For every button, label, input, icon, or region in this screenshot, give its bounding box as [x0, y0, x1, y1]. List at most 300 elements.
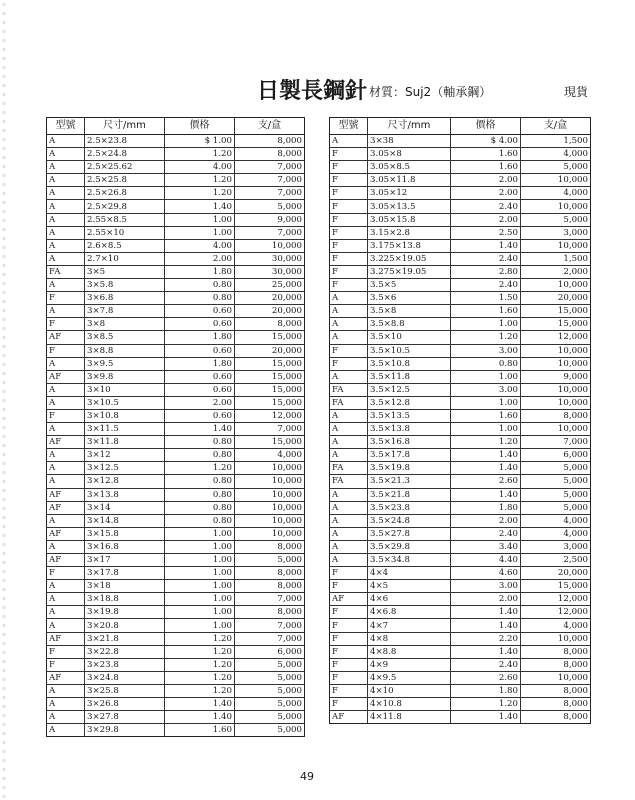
size-cell: 3.05×8.5	[368, 161, 451, 174]
qty-cell: 10,000	[521, 200, 591, 213]
table-row	[330, 606, 591, 619]
model-cell: F	[330, 632, 368, 645]
size-cell: 4×5	[368, 580, 451, 593]
table-row	[47, 724, 305, 737]
model-cell: FA	[330, 462, 368, 475]
header-model: 型號	[47, 118, 85, 135]
header-price: 價格	[451, 118, 521, 135]
model-cell: F	[330, 606, 368, 619]
qty-cell: 4,000	[521, 527, 591, 540]
table-row	[47, 344, 305, 357]
size-cell: 3×17.8	[85, 567, 165, 580]
size-cell: 3×15.8	[85, 527, 165, 540]
model-cell: A	[47, 462, 85, 475]
table-row	[47, 148, 305, 161]
model-cell: A	[47, 239, 85, 252]
table-row	[47, 187, 305, 200]
price-cell: 1.40	[165, 423, 235, 436]
price-cell: 0.60	[165, 383, 235, 396]
table-row	[47, 593, 305, 606]
size-cell: 3×9.5	[85, 357, 165, 370]
model-cell: A	[47, 279, 85, 292]
qty-cell: 30,000	[235, 252, 305, 265]
model-cell: AF	[47, 331, 85, 344]
model-cell: F	[330, 619, 368, 632]
table-row	[47, 265, 305, 278]
price-cell: 3.00	[451, 383, 521, 396]
qty-cell: 10,000	[521, 671, 591, 684]
price-cell: 2.40	[451, 527, 521, 540]
qty-cell: 5,000	[235, 684, 305, 697]
price-cell: 2.80	[451, 265, 521, 278]
qty-cell: 9,000	[235, 213, 305, 226]
table-row	[330, 174, 591, 187]
qty-cell: 15,000	[521, 305, 591, 318]
table-row	[47, 606, 305, 619]
qty-cell: 10,000	[235, 462, 305, 475]
table-row	[47, 292, 305, 305]
header-qty: 支/盒	[521, 118, 591, 135]
qty-cell: 8,000	[235, 540, 305, 553]
size-cell: 3.5×6	[368, 292, 451, 305]
table-row	[47, 436, 305, 449]
price-cell: 1.00	[165, 540, 235, 553]
qty-cell: 8,000	[235, 148, 305, 161]
size-cell: 3.5×17.8	[368, 449, 451, 462]
qty-cell: 5,000	[521, 161, 591, 174]
size-cell: 3×26.8	[85, 698, 165, 711]
model-cell: A	[330, 436, 368, 449]
qty-cell: 6,000	[235, 645, 305, 658]
table-row	[330, 423, 591, 436]
model-cell: F	[47, 645, 85, 658]
size-cell: 3×19.8	[85, 606, 165, 619]
qty-cell: 10,000	[521, 239, 591, 252]
size-cell: 3×14.8	[85, 514, 165, 527]
table-row	[330, 357, 591, 370]
qty-cell: 15,000	[235, 383, 305, 396]
model-cell: AF	[47, 488, 85, 501]
page-header	[257, 74, 627, 104]
size-cell: 3.5×16.8	[368, 436, 451, 449]
size-cell: 3.05×13.5	[368, 200, 451, 213]
model-cell: A	[330, 331, 368, 344]
qty-cell: 8,000	[521, 684, 591, 697]
price-cell: 1.20	[165, 632, 235, 645]
qty-cell: 5,000	[521, 475, 591, 488]
table-row	[330, 632, 591, 645]
qty-cell: 10,000	[521, 344, 591, 357]
qty-cell: 10,000	[235, 514, 305, 527]
price-cell: 1.80	[165, 265, 235, 278]
price-cell: $ 1.00	[165, 135, 235, 148]
qty-cell: 15,000	[235, 370, 305, 383]
price-table-left	[46, 117, 305, 737]
table-row	[330, 148, 591, 161]
model-cell: F	[47, 567, 85, 580]
model-cell: A	[47, 187, 85, 200]
qty-cell: 1,500	[521, 135, 591, 148]
table-row	[330, 645, 591, 658]
size-cell: 3.05×11.8	[368, 174, 451, 187]
model-cell: F	[330, 698, 368, 711]
qty-cell: 7,000	[235, 174, 305, 187]
size-cell: 3.5×23.8	[368, 501, 451, 514]
qty-cell: 20,000	[521, 567, 591, 580]
model-cell: A	[47, 580, 85, 593]
table-row	[47, 370, 305, 383]
size-cell: 3×18	[85, 580, 165, 593]
model-cell: F	[47, 658, 85, 671]
price-cell: 2.00	[165, 396, 235, 409]
table-row	[330, 658, 591, 671]
table-row	[330, 711, 591, 724]
qty-cell: 8,000	[521, 711, 591, 724]
header-size: 尺寸/mm	[368, 118, 451, 135]
model-cell: FA	[330, 383, 368, 396]
price-cell: $ 4.00	[451, 135, 521, 148]
price-cell: 2.00	[451, 514, 521, 527]
price-cell: 1.00	[165, 213, 235, 226]
table-row	[47, 305, 305, 318]
size-cell: 3×10	[85, 383, 165, 396]
price-cell: 0.60	[165, 344, 235, 357]
price-cell: 3.00	[451, 580, 521, 593]
table-row	[47, 554, 305, 567]
size-cell: 3×38	[368, 135, 451, 148]
table-row	[47, 396, 305, 409]
price-cell: 1.00	[165, 226, 235, 239]
table-row	[330, 265, 591, 278]
qty-cell: 12,000	[521, 593, 591, 606]
price-cell: 1.60	[451, 305, 521, 318]
size-cell: 4×7	[368, 619, 451, 632]
size-cell: 2.7×10	[85, 252, 165, 265]
table-row	[330, 619, 591, 632]
model-cell: F	[330, 658, 368, 671]
header-price: 價格	[165, 118, 235, 135]
qty-cell: 12,000	[235, 409, 305, 422]
table-row	[47, 331, 305, 344]
price-cell: 1.40	[451, 619, 521, 632]
model-cell: A	[330, 554, 368, 567]
size-cell: 3×8.5	[85, 331, 165, 344]
model-cell: F	[330, 357, 368, 370]
price-cell: 1.60	[451, 148, 521, 161]
table-row	[47, 671, 305, 684]
price-cell: 1.20	[165, 645, 235, 658]
model-cell: F	[330, 279, 368, 292]
size-cell: 2.5×25.62	[85, 161, 165, 174]
size-cell: 3.15×2.8	[368, 226, 451, 239]
model-cell: A	[47, 475, 85, 488]
price-cell: 1.50	[451, 292, 521, 305]
price-cell: 0.80	[165, 279, 235, 292]
price-cell: 0.60	[165, 409, 235, 422]
model-cell: F	[330, 265, 368, 278]
size-cell: 3×21.8	[85, 632, 165, 645]
table-row	[330, 462, 591, 475]
qty-cell: 8,000	[521, 409, 591, 422]
model-cell: A	[47, 449, 85, 462]
price-cell: 1.00	[451, 370, 521, 383]
table-row	[47, 409, 305, 422]
size-cell: 3.5×5	[368, 279, 451, 292]
size-cell: 3×5	[85, 265, 165, 278]
qty-cell: 5,000	[235, 671, 305, 684]
model-cell: A	[330, 449, 368, 462]
size-cell: 3.5×29.8	[368, 540, 451, 553]
qty-cell: 20,000	[235, 344, 305, 357]
model-cell: F	[47, 292, 85, 305]
price-cell: 1.20	[165, 187, 235, 200]
size-cell: 2.55×8.5	[85, 213, 165, 226]
qty-cell: 15,000	[235, 357, 305, 370]
model-cell: AF	[330, 593, 368, 606]
price-cell: 1.40	[451, 606, 521, 619]
table-row	[330, 279, 591, 292]
table-row	[47, 540, 305, 553]
table-header-row	[47, 118, 305, 135]
model-cell: A	[47, 305, 85, 318]
table-row	[47, 527, 305, 540]
size-cell: 3×12	[85, 449, 165, 462]
model-cell: F	[47, 318, 85, 331]
table-row	[47, 488, 305, 501]
table-row	[330, 239, 591, 252]
table-row	[47, 632, 305, 645]
price-cell: 1.20	[165, 174, 235, 187]
size-cell: 2.55×10	[85, 226, 165, 239]
size-cell: 2.6×8.5	[85, 239, 165, 252]
size-cell: 3×6.8	[85, 292, 165, 305]
price-cell: 1.00	[451, 423, 521, 436]
table-row	[330, 383, 591, 396]
size-cell: 3×23.8	[85, 658, 165, 671]
header-size: 尺寸/mm	[85, 118, 165, 135]
table-row	[330, 213, 591, 226]
price-cell: 1.40	[451, 645, 521, 658]
size-cell: 3.5×8	[368, 305, 451, 318]
qty-cell: 5,000	[521, 462, 591, 475]
table-row	[47, 475, 305, 488]
qty-cell: 8,000	[521, 645, 591, 658]
model-cell: F	[330, 213, 368, 226]
qty-cell: 6,000	[521, 449, 591, 462]
table-row	[330, 292, 591, 305]
price-cell: 1.00	[165, 527, 235, 540]
model-cell: AF	[47, 436, 85, 449]
qty-cell: 8,000	[235, 318, 305, 331]
price-cell: 1.80	[165, 357, 235, 370]
size-cell: 3×5.8	[85, 279, 165, 292]
table-row	[47, 567, 305, 580]
price-cell: 0.60	[165, 370, 235, 383]
model-cell: F	[330, 671, 368, 684]
model-cell: A	[47, 357, 85, 370]
table-row	[330, 161, 591, 174]
size-cell: 3×8	[85, 318, 165, 331]
qty-cell: 10,000	[521, 174, 591, 187]
qty-cell: 10,000	[235, 488, 305, 501]
size-cell: 3×10.5	[85, 396, 165, 409]
qty-cell: 4,000	[521, 619, 591, 632]
model-cell: F	[47, 409, 85, 422]
model-cell: F	[330, 174, 368, 187]
table-row	[47, 619, 305, 632]
size-cell: 4×8.8	[368, 645, 451, 658]
model-cell: A	[330, 488, 368, 501]
qty-cell: 8,000	[235, 606, 305, 619]
qty-cell: 5,000	[235, 698, 305, 711]
price-cell: 1.80	[165, 331, 235, 344]
qty-cell: 9,000	[521, 370, 591, 383]
size-cell: 3.5×27.8	[368, 527, 451, 540]
size-cell: 3×18.8	[85, 593, 165, 606]
model-cell: FA	[330, 396, 368, 409]
qty-cell: 7,000	[235, 161, 305, 174]
table-row	[330, 488, 591, 501]
price-cell: 1.40	[451, 488, 521, 501]
price-cell: 0.80	[451, 357, 521, 370]
qty-cell: 15,000	[521, 318, 591, 331]
qty-cell: 15,000	[235, 436, 305, 449]
size-cell: 3.5×13.8	[368, 423, 451, 436]
table-row	[47, 252, 305, 265]
price-cell: 1.00	[451, 396, 521, 409]
price-cell: 1.20	[451, 436, 521, 449]
size-cell: 3.5×10.5	[368, 344, 451, 357]
price-cell: 1.00	[451, 318, 521, 331]
size-cell: 3.5×24.8	[368, 514, 451, 527]
stock-status: 現貨	[564, 85, 589, 99]
qty-cell: 10,000	[235, 501, 305, 514]
table-row	[330, 449, 591, 462]
size-cell: 3.5×34.8	[368, 554, 451, 567]
size-cell: 3×12.5	[85, 462, 165, 475]
size-cell: 3×12.8	[85, 475, 165, 488]
size-cell: 3.275×19.05	[368, 265, 451, 278]
price-cell: 4.00	[165, 239, 235, 252]
model-cell: F	[330, 252, 368, 265]
model-cell: F	[330, 161, 368, 174]
table-row	[330, 409, 591, 422]
price-cell: 0.80	[165, 488, 235, 501]
qty-cell: 10,000	[521, 383, 591, 396]
model-cell: FA	[47, 265, 85, 278]
qty-cell: 2,500	[521, 554, 591, 567]
table-row	[47, 161, 305, 174]
size-cell: 3×11.8	[85, 436, 165, 449]
model-cell: A	[330, 423, 368, 436]
size-cell: 3.05×12	[368, 187, 451, 200]
qty-cell: 20,000	[521, 292, 591, 305]
model-cell: A	[330, 292, 368, 305]
size-cell: 2.5×23.8	[85, 135, 165, 148]
price-cell: 1.00	[165, 580, 235, 593]
size-cell: 3×22.8	[85, 645, 165, 658]
table-row	[330, 698, 591, 711]
model-cell: A	[47, 423, 85, 436]
table-row	[47, 200, 305, 213]
model-cell: A	[47, 606, 85, 619]
qty-cell: 10,000	[235, 475, 305, 488]
size-cell: 4×9	[368, 658, 451, 671]
size-cell: 3×7.8	[85, 305, 165, 318]
table-row	[330, 580, 591, 593]
qty-cell: 10,000	[521, 279, 591, 292]
model-cell: A	[330, 501, 368, 514]
qty-cell: 8,000	[235, 580, 305, 593]
price-cell: 3.40	[451, 540, 521, 553]
size-cell: 3.5×21.8	[368, 488, 451, 501]
model-cell: A	[47, 540, 85, 553]
model-cell: A	[47, 213, 85, 226]
table-row	[47, 580, 305, 593]
table-row	[47, 279, 305, 292]
price-cell: 2.00	[451, 213, 521, 226]
table-row	[47, 383, 305, 396]
price-cell: 2.00	[451, 593, 521, 606]
model-cell: AF	[47, 671, 85, 684]
qty-cell: 4,000	[521, 187, 591, 200]
table-row	[330, 514, 591, 527]
size-cell: 3×13.8	[85, 488, 165, 501]
qty-cell: 3,000	[521, 540, 591, 553]
size-cell: 4×11.8	[368, 711, 451, 724]
table-row	[330, 671, 591, 684]
qty-cell: 7,000	[235, 593, 305, 606]
table-header-row	[330, 118, 591, 135]
size-cell: 3.5×11.8	[368, 370, 451, 383]
table-row	[330, 475, 591, 488]
qty-cell: 30,000	[235, 265, 305, 278]
qty-cell: 8,000	[521, 698, 591, 711]
model-cell: F	[330, 200, 368, 213]
qty-cell: 25,000	[235, 279, 305, 292]
model-cell: F	[330, 187, 368, 200]
table-row	[330, 305, 591, 318]
size-cell: 3.5×10.8	[368, 357, 451, 370]
table-row	[47, 514, 305, 527]
table-row	[330, 593, 591, 606]
model-cell: F	[47, 344, 85, 357]
qty-cell: 15,000	[521, 580, 591, 593]
qty-cell: 5,000	[235, 200, 305, 213]
price-cell: 1.40	[165, 698, 235, 711]
table-row	[330, 436, 591, 449]
size-cell: 3×17	[85, 554, 165, 567]
qty-cell: 7,000	[235, 187, 305, 200]
size-cell: 3×24.8	[85, 671, 165, 684]
qty-cell: 10,000	[521, 357, 591, 370]
size-cell: 3.5×21.3	[368, 475, 451, 488]
size-cell: 2.5×25.8	[85, 174, 165, 187]
size-cell: 3.225×19.05	[368, 252, 451, 265]
price-cell: 2.60	[451, 671, 521, 684]
table-row	[47, 213, 305, 226]
size-cell: 3×11.5	[85, 423, 165, 436]
model-cell: F	[330, 645, 368, 658]
model-cell: AF	[47, 527, 85, 540]
qty-cell: 10,000	[521, 396, 591, 409]
table-row	[330, 396, 591, 409]
model-cell: A	[47, 383, 85, 396]
price-cell: 1.20	[165, 671, 235, 684]
qty-cell: 4,000	[521, 148, 591, 161]
price-cell: 1.40	[165, 200, 235, 213]
qty-cell: 7,000	[235, 632, 305, 645]
